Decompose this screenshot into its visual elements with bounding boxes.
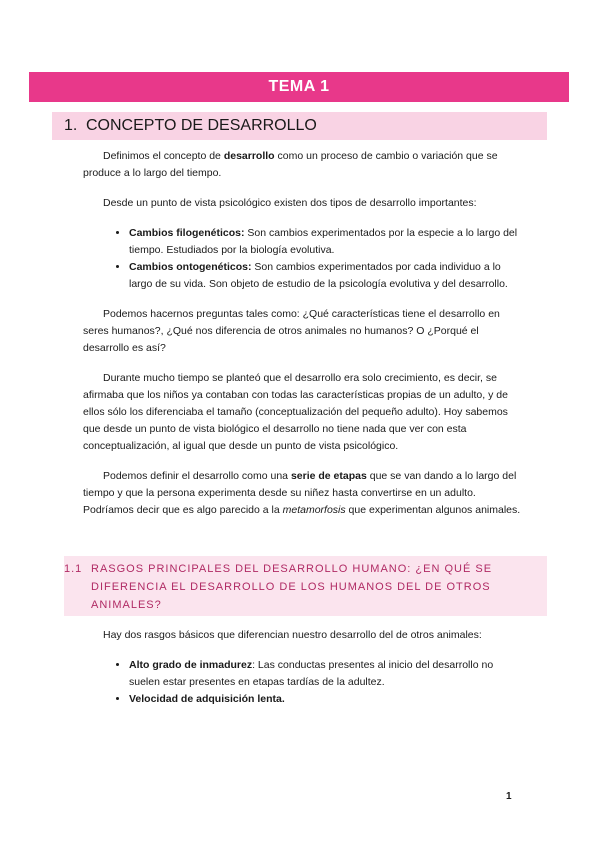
text-run: Son cambios experimentados por la especie a lo largo del tiempo. Estudiados por la biología evolutiva. bbox=[129, 227, 518, 256]
text-run: como un proceso de cambio o variación que se produce a lo largo del tiempo. bbox=[83, 150, 498, 179]
paragraph-history: Durante mucho tiempo se planteó que el desarrollo era solo crecimiento, es decir, se afirmaba que los niños ya contaban con todas las características propias de un adulto, y de ellos sólo los diferenciaba el tamaño (conceptualización del pequeño adulto). Hoy sabemos que desde un punto de vista biológico el desarrollo no tiene nada que ver con esta conceptualización, al igual que desde un punto de vista psicológico. bbox=[83, 372, 508, 452]
paragraph-stages bbox=[83, 468, 523, 519]
section-heading bbox=[52, 112, 547, 140]
list-item bbox=[129, 657, 523, 691]
text-run: : Las conductas presentes al inicio del desarrollo no suelen estar presentes en etapas tardías de la adultez. bbox=[129, 659, 494, 688]
bold-term: Cambios filogenéticos: bbox=[129, 227, 245, 239]
subsection-heading bbox=[64, 556, 547, 616]
section-number: 1. bbox=[64, 117, 78, 134]
text-run: Definimos el concepto de bbox=[103, 150, 224, 162]
text-run: que experimentan algunos animales. bbox=[345, 504, 521, 516]
bold-term: serie de etapas bbox=[290, 470, 367, 482]
bold-term: desarrollo bbox=[223, 150, 275, 162]
bold-term: Velocidad de adquisición lenta. bbox=[129, 693, 285, 705]
section-body bbox=[83, 148, 523, 519]
types-list bbox=[83, 225, 523, 293]
list-item bbox=[129, 225, 523, 259]
bold-term: Cambios ontogenéticos: bbox=[129, 261, 252, 273]
page-number: 1 bbox=[506, 791, 512, 802]
subsection-title: RASGOS PRINCIPALES DEL DESARROLLO HUMANO: ¿EN QUÉ SE DIFERENCIA EL DESARROLLO DE LOS HUMANOS DEL DE OTROS ANIMALES? bbox=[91, 563, 493, 611]
bold-term: Alto grado de inmadurez bbox=[129, 659, 253, 671]
paragraph-questions: Podemos hacernos preguntas tales como: ¿Qué características tiene el desarrollo en seres humanos?, ¿Qué nos diferencia de otros animales no humanos? O ¿Porqué el desarrollo es así? bbox=[83, 308, 500, 354]
section-title: CONCEPTO DE DESARROLLO bbox=[86, 117, 317, 134]
tema-title: TEMA 1 bbox=[29, 72, 569, 102]
paragraph-definition bbox=[83, 148, 523, 182]
text-run: que se van dando a lo largo del tiempo y que la persona experimenta desde su niñez hasta convertirse en un adulto. Podríamos decir que es algo parecido a la bbox=[83, 470, 517, 516]
list-item bbox=[129, 691, 523, 708]
list-item bbox=[129, 259, 523, 293]
paragraph-traits-intro: Hay dos rasgos básicos que diferencian nuestro desarrollo del de otros animales: bbox=[103, 629, 482, 641]
subsection-number: 1.1 bbox=[64, 563, 83, 575]
text-run: Son cambios experimentados por cada individuo a lo largo de su vida. Son objeto de estudio de la psicología evolutiva y del desarrollo. bbox=[129, 261, 508, 290]
text-run: Podemos definir el desarrollo como una bbox=[103, 470, 291, 482]
paragraph-types-intro: Desde un punto de vista psicológico existen dos tipos de desarrollo importantes: bbox=[103, 197, 477, 209]
traits-list bbox=[83, 657, 523, 708]
subsection-body bbox=[83, 627, 523, 708]
italic-term: metamorfosis bbox=[282, 504, 346, 516]
